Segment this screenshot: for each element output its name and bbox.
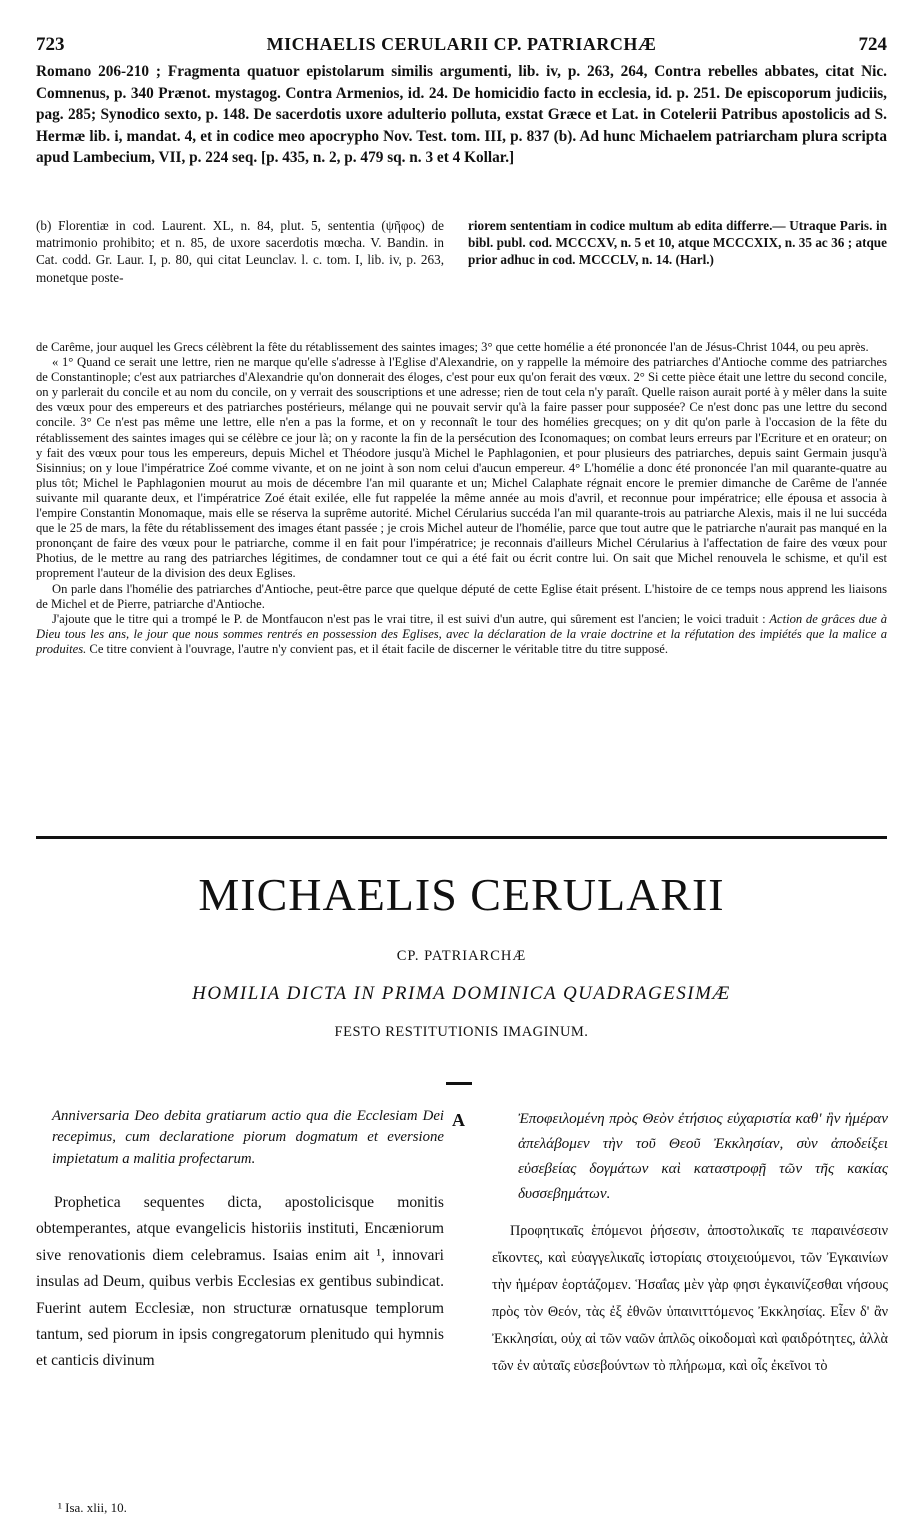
notes-p4-title-quote: Action de grâces due à Dieu tous les ans, le jour que nous sommes rentrés en possession des Eglises, avec la déclaration de la vraie doctrine et la réfutation des impiétés que la malice a produites. [36,611,887,656]
work-title: MICHAELIS CERULARII [198,869,725,920]
bottom-footnote: ¹ Isa. xlii, 10. [58,1500,127,1515]
commentary-notes [36,340,887,657]
greek-body: Προφητικαῖς ἑπόμενοι ῥήσεσιν, ἀποστολικαῖς τε παραινέσεσιν εἴκοντες, καὶ εὐαγγελικαῖς ἱστορίαις στοιχειούμενοι, τῶν Ἐγκαινίων τὴν ἡμέραν ἑορτάζομεν. Ἡσαΐας μὲν γὰρ φησι ἐγκαινίζεσθαι νήσους πρὸς τὸν Θεόν, τὰς ἐξ ἐθνῶν ὑπαινιττόμενος Ἐκκλησίας. Εἶεν δ' ἂν Ἐκκλησίαι, οὐχ αἱ τῶν ναῶν ἁπλῶς οἰκοδομαὶ καὶ φαιδρότητες, ἀλλὰ τῶν ἐν αὐταῖς εὐσεβούντων τὸ πλήρωμα, καὶ οἷς ἐκεῖνοι τὸ [492,1223,888,1374]
footnote-b-left: (b) Florentiæ in cod. Laurent. XL, n. 84, plut. 5, sententia (ψῆφος) de matrimonio prohibito; et n. 85, de uxore sacerdotis mœcha. V. Bandin. in Cat. codd. Gr. Laur. I, p. 80, qui citat Leunclav. l. c. tom. I, lib. iv, p. 263, monetque poste- [36,218,444,285]
section-rule [36,836,887,839]
footnote-b-right: riorem sententiam in codice multum ab edita differre.— Utraque Paris. in bibl. publ. cod. MCCCXV, n. 5 et 10, atque MCCCXIX, n. 35 ac 36 ; atque prior adhuc in cod. MCCCLV, n. 14. (Harl.) [468,218,887,268]
notes-paragraph-2: « 1° Quand ce serait une lettre, rien ne marque qu'elle s'adresse à l'Eglise d'Alexandrie, on y rappelle la mémoire des patriarches d'Antioche comme des patriarches de Constantinople; c'est aux patriarches d'Alexandrie qu'on donnerait des éloges, c'est pour eux qu'on ferait des vœux. 2° Si cette pièce était une lettre du second concile, on y parlerait du concile et au nom du concile, on y verrait des souscriptions et une adresse; rien de tout cela n'y paraît. Quelle raison aurait porté à y mêler dans la suite des vœux pour des empereurs et des patriarches postérieurs, mélange qui ne pouvait servir qu'à la faire passer pour supposée? Ce n'est donc pas une lettre du second concile. 3° Ce n'est pas même une lettre, elle n'en a pas la forme, et on y reconnaît le tour des homélies grecques; on y dit qu'on parle à l'occasion de la fête du rétablissement des saintes images qui se célèbre ce jour là; on y raconte la fin de la persécution des Iconomaques; on combat leurs erreurs par l'Ecriture et en orateur; on y fait des vœux pour tous les empereurs, depuis Michel et Théodore jusqu'à Michel le Paphlagonien, et pour plusieurs des patriarches, depuis saint Germain jusqu'à Sisinnius; on y loue l'impératrice Zoé comme vivante, et on ne joint à son nom celui d'aucun empereur. 4° L'homélie a donc été prononcée l'an mil quarante-quatre au plus tôt; Michel le Paphlagonien mourut au mois de décembre l'an mil quarante et un; Michel Calaphate régnait encore le premier dimanche de Carême de l'année suivante mil quarante deux, et l'impératrice Zoé était exilée, elle fut rappelée la même année au mois d'avril, et reconnue pour impératrice; elle épousa et associa à l'empire Constantin Monomaque, mais elle se réserva la suprême autorité. Michel Cérularius succéda l'an mil quarante-trois au patriarche Alexis, mais il ne lui succéda que le 25 de mars, la fête du rétablissement des images étant passée ; je crois Michel auteur de l'homélie, parce que tout autre que le patriarche n'aurait pas manqué en la prononçant de faire des vœux pour le patriarche, comme il en fait pour l'impératrice; je reconnais d'ailleurs Michel Cérularius à l'affectation de faire des vœux pour Photius, de le mettre au rang des patriarches légitimes, de condamner tout ce qui a été fait ou écrit contre lui. On sait que Michel renouvela le schisme, et qu'il est proprement l'auteur de la division des deux Eglises. [36,355,887,581]
notes-paragraph-4 [36,612,887,657]
work-subtitle-homilia: HOMILIA DICTA IN PRIMA DOMINICA QUADRAGESIMÆ [192,983,731,1004]
column-marker: A [452,1110,465,1130]
latin-body: Prophetica sequentes dicta, apostolicisque monitis obtemperantes, atque evangelicis historiis instituti, Encæniorum sive renovationis diem celebramus. Isaias enim ait ¹, innovari insulas ad Deum, quibus verbis Ecclesias ex gentibus subindicat. Fuerint autem Ecclesiæ, non structuræ ornatusque templorum tantum, sed piorum in ipsis congregatorum plenitudo qui hymnis et canticis divinum [36,1193,444,1370]
page-number-left: 723 [36,34,65,55]
work-subtitle-patriarch: CP. PATRIARCHÆ [396,948,527,964]
greek-column [492,1106,888,1380]
page-number-right: 724 [858,34,887,55]
running-title: MICHAELIS CERULARII CP. PATRIARCHÆ [266,34,657,54]
greek-summary: Ἐποφειλομένη πρὸς Θεὸν ἐτήσιος εὐχαριστία καθ' ἣν ἡμέραν ἀπελάβομεν τὴν τοῦ Θεοῦ Ἐκκλησίαν, σὺν ἀποδείξει εὐσεβείας δογμάτων καὶ καταστροφῇ τῶν τῆς κακίας δυσσεβημάτων. [518,1110,888,1202]
running-header [36,34,887,58]
intro-paragraph: Romano 206-210 ; Fragmenta quatuor epistolarum similis argumenti, lib. iv, p. 263, 264, Contra rebelles abbates, citat Nic. Comnenus, p. 340 Prænot. mystagog. Contra Armenios, id. 24. De homicidio facto in ecclesia, id. p. 251. De episcoporum judiciis, pag. 285; Synodico sexto, p. 148. De sacerdotis uxore adulterio polluta, exstat Græce et Lat. in Cotelerii Patribus apostolicis ad S. Hermæ lib. i, mandat. 4, et in codice meo apocrypho Nov. Test. tom. III, p. 837 (b). Ad hunc Michaelem patriarcham plura scripta apud Lambecium, VII, p. 224 seq. [p. 435, n. 2, p. 479 sq. n. 3 et 4 Kollar.] [36,63,887,166]
footnote-b [36,217,887,327]
title-dash [446,1082,472,1085]
notes-p4-start: J'ajoute que le titre qui a trompé le P. de Montfaucon n'est pas le vrai titre, il est suivi d'un autre, qui sûrement est l'ancien; le voici traduit : [52,611,770,626]
latin-summary: Anniversaria Deo debita gratiarum actio qua die Ecclesiam Dei recepimus, cum declaratione piorum dogmatum et eversione impietatum a malitia profectarum. [52,1108,444,1167]
notes-p4-end: Ce titre convient à l'ouvrage, l'autre n'y convient pas, et il était facile de discerner le véritable titre du titre supposé. [86,641,668,656]
notes-paragraph-3: On parle dans l'homélie des patriarches d'Antioche, peut-être parce que quelque député de cette Eglise était présent. L'histoire de ce temps nous apprend les liaisons de Michel et de Pierre, patriarche d'Antioche. [36,581,887,611]
latin-column [36,1106,444,1375]
notes-paragraph-1: de Carême, jour auquel les Grecs célèbrent la fête du rétablissement des saintes images; 3° que cette homélie a été prononcée l'an de Jésus-Christ 1044, ou peu après. [36,340,869,354]
work-subtitle-festo: FESTO RESTITUTIONIS IMAGINUM. [334,1024,589,1040]
